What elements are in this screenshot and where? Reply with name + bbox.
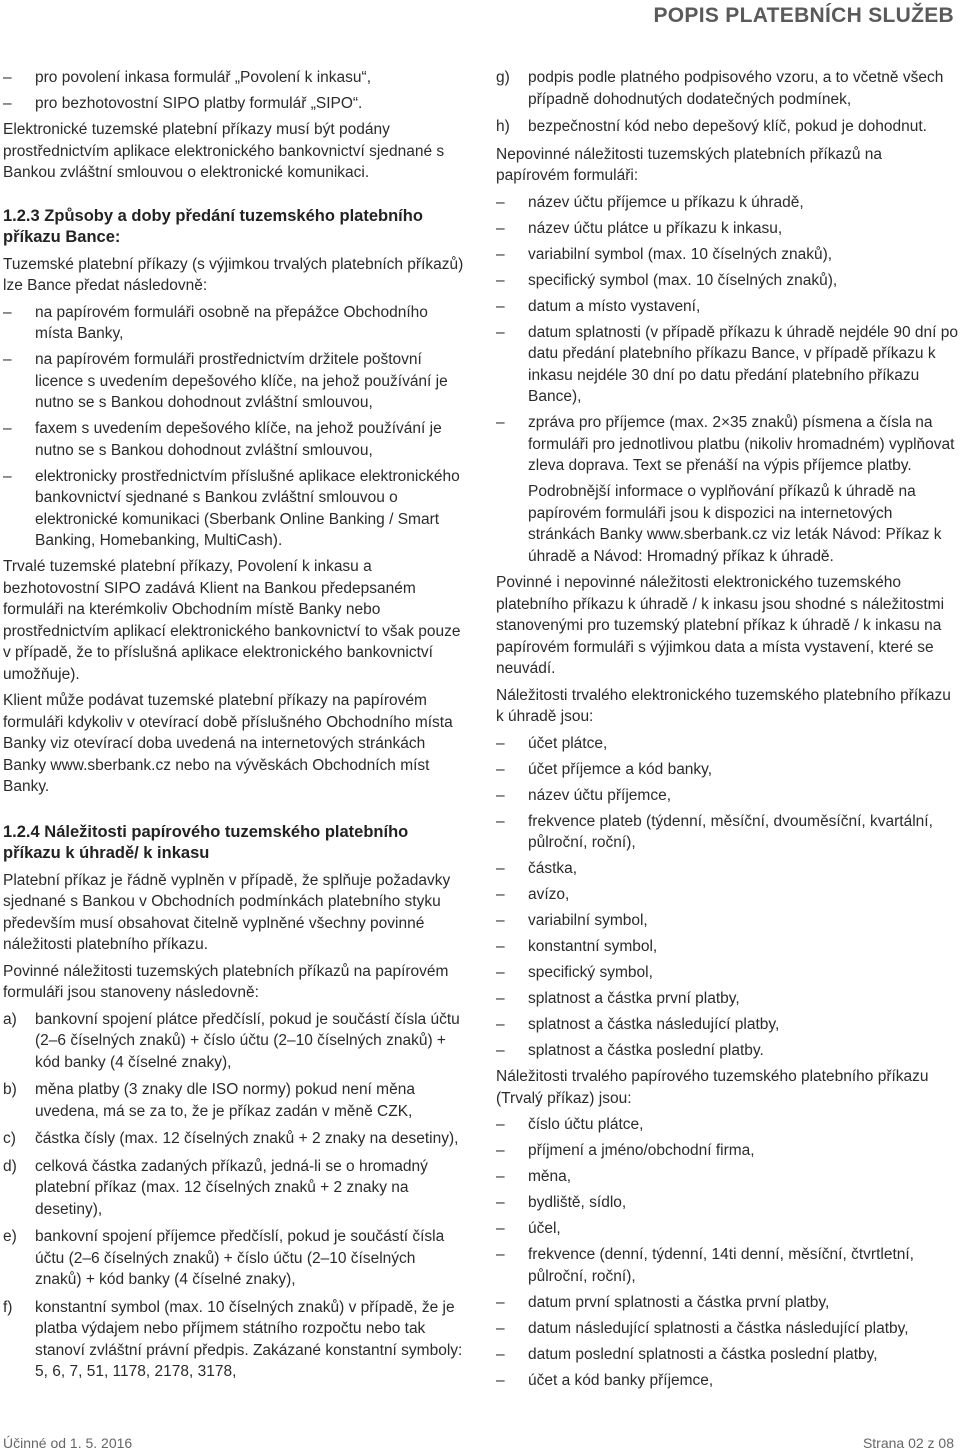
item-text: konstantní symbol (max. 10 číselných znaků) v případě, že je platba výdajem nebo příjmem státního rozpočtu nebo tak stanoví zvláštní právní předpis. Zakázané konstantní symboly: 5, 6, 7, 51, 1178, 2178, 3178, [35, 1298, 463, 1380]
list-123 [3, 302, 465, 552]
list-item: – variabilní symbol, [496, 910, 958, 932]
list-item: – účet a kód banky příjemce, [496, 1370, 958, 1392]
list-item: – částka, [496, 858, 958, 880]
list-item [3, 1226, 465, 1291]
list-item: – specifický symbol, [496, 962, 958, 984]
section-heading-1-2-3: 1.2.3 Způsoby a doby předání tuzemského platebního příkazu Bance: [3, 206, 423, 246]
item-text: měna platby (3 znaky dle ISO normy) pokud není měna uvedena, má se za to, že je příkaz zadán v měně CZK, [35, 1081, 415, 1120]
item-letter: c) [3, 1130, 16, 1147]
item-text: celková částka zadaných příkazů, jedná-li se o hromadný platební příkaz (max. 12 číselných znaků + 2 znaky na desetiny), [35, 1157, 428, 1218]
list-item: – měna, [496, 1166, 958, 1188]
list-item: – zpráva pro příjemce (max. 2×35 znaků) písmena a čísla na formuláři pro jednotlivou platbu (nikoliv hromadném) vyplňovat zleva doprava. Text se přenáší na výpis příjemce platby. [496, 412, 958, 477]
list-item [3, 1128, 465, 1150]
item-letter: f) [3, 1298, 13, 1316]
item-letter: h) [496, 118, 510, 135]
left-column [3, 67, 465, 1389]
list-item: – datum poslední splatnosti a částka poslední platby, [496, 1344, 958, 1366]
paragraph-124a: Platební příkaz je řádně vyplněn v případě, že splňuje požadavky sjednané s Bankou v Obchodních podmínkách platebního styku především musí obsahovat čitelně vyplněné všechny povinné náležitosti platebního příkazu. [3, 871, 451, 953]
optional-items-list [496, 192, 958, 477]
page-header-title: POPIS PLATEBNÍCH SLUŽEB [653, 4, 954, 27]
mandatory-items-list-continued [496, 67, 958, 138]
list-item [3, 1156, 465, 1221]
mandatory-items-list [3, 1009, 465, 1383]
list-item: – název účtu plátce u příkazu k inkasu, [496, 218, 958, 240]
list-item: – příjmení a jméno/obchodní firma, [496, 1140, 958, 1162]
list-item: – název účtu příjemce u příkazu k úhradě, [496, 192, 958, 214]
paragraph-povinne: Povinné i nepovinné náležitosti elektronického tuzemského platebního příkazu k úhradě / k inkasu jsou shodné s náležitostmi stanovenými pro tuzemský platební příkaz k úhradě / k inkasu na papírovém formuláři s výjimkou data a místa vystavení, které se neuvádí. [496, 574, 945, 677]
list-item: – účel, [496, 1218, 958, 1240]
list-item [496, 116, 958, 138]
list-item: – frekvence (denní, týdenní, 14ti denní, měsíční, čtvrtletní, půlroční, roční), [496, 1244, 958, 1287]
item-letter: g) [496, 69, 510, 86]
paragraph-trvaleho-pap: Náležitosti trvalého papírového tuzemského platebního příkazu (Trvalý příkaz) jsou: [496, 1068, 929, 1107]
list-item: – konstantní symbol, [496, 936, 958, 958]
list-item: – avízo, [496, 884, 958, 906]
standing-order-paper-list [496, 1114, 958, 1391]
right-column [496, 67, 958, 1396]
list-item [496, 67, 958, 110]
list-item: – faxem s uvedením depešového klíče, na jehož používání je nutno se s Bankou dohodnout zvláštní smlouvou, [3, 418, 465, 461]
list-item: – splatnost a částka následující platby, [496, 1014, 958, 1036]
paragraph-nepovinne: Nepovinné náležitosti tuzemských platebních příkazů na papírovém formuláři: [496, 145, 882, 184]
list-item: – pro povolení inkasa formulář „Povolení k inkasu“, [3, 67, 465, 89]
item-letter: a) [3, 1010, 17, 1028]
list-item [3, 1079, 465, 1122]
paragraph-electronic: Elektronické tuzemské platební příkazy musí být podány prostřednictvím aplikace elektronického bankovnictví sjednané s Bankou zvláštní smlouvou o elektronické komunikaci. [3, 121, 445, 181]
paragraph-podrobnejsi: Podrobnější informace o vyplňování příkazů k úhradě na papírovém formuláři jsou k dispozici na internetových stránkách Banky www.sberbank.cz viz leták Návod: Příkaz k úhradě a Návod: Hromadný příkaz k úhradě. [528, 483, 942, 565]
list-item: – datum první splatnosti a částka první platby, [496, 1292, 958, 1314]
item-text: částka čísly (max. 12 číselných znaků + 2 znaky na desetiny), [35, 1130, 459, 1147]
list-item: – číslo účtu plátce, [496, 1114, 958, 1136]
item-text: bankovní spojení plátce předčíslí, pokud je součástí čísla účtu (2–6 číselných znaků) + číslo účtu (2–10 číselných znaků) + kód banky (4 číselné znaky), [35, 1010, 460, 1071]
item-text: podpis podle platného podpisového vzoru, a to včetně všech případně dohodnutých dodatečných podmínek, [528, 69, 944, 108]
list-item: – splatnost a částka poslední platby. [496, 1040, 958, 1062]
list-item: – frekvence plateb (týdenní, měsíční, dvouměsíční, kvartální, půlroční, roční), [496, 811, 958, 854]
list-item: – specifický symbol (max. 10 číselných znaků), [496, 270, 958, 292]
item-letter: b) [3, 1081, 17, 1098]
list-item: – bydliště, sídlo, [496, 1192, 958, 1214]
list-item: – na papírovém formuláři prostřednictvím držitele poštovní licence s uvedením depešového klíče, na jehož používání je nutno se s Bankou dohodnout zvláštní smlouvou, [3, 349, 465, 414]
list-item: – na papírovém formuláři osobně na přepážce Obchodního místa Banky, [3, 302, 465, 345]
list-item: – datum a místo vystavení, [496, 296, 958, 318]
list-item: – datum splatnosti (v případě příkazu k úhradě nejdéle 90 dní po datu předání platebního příkazu Bance, v případě příkazu k inkasu nejdéle 30 dní po datu předání platebního příkazu Bance), [496, 322, 958, 408]
list-item: – variabilní symbol (max. 10 číselných znaků), [496, 244, 958, 266]
list-item: – pro bezhotovostní SIPO platby formulář „SIPO“. [3, 93, 465, 115]
paragraph-123-intro: Tuzemské platební příkazy (s výjimkou trvalých platebních příkazů) lze Bance předat následovně: [3, 255, 464, 294]
list-item: – elektronicky prostřednictvím příslušné aplikace elektronického bankovnictví sjednané s Bankou zvláštní smlouvou o elektronické komunikaci (Sberbank Online Banking / Smart Banking, Homebanking, MultiCash). [3, 466, 465, 552]
section-heading-1-2-4: 1.2.4 Náležitosti papírového tuzemského platebního příkazu k úhradě/ k inkasu [3, 822, 409, 862]
intro-list [3, 67, 465, 115]
item-text: bankovní spojení příjemce předčíslí, pokud je součástí čísla účtu (2–6 číselných znaků) + číslo účtu (2–10 číselných znaků) + kód banky (4 číselné znaky), [35, 1228, 445, 1288]
list-item: – název účtu příjemce, [496, 785, 958, 807]
list-item [3, 1297, 465, 1383]
list-item: – splatnost a částka první platby, [496, 988, 958, 1010]
footer-page-number: Strana 02 z 08 [862, 1435, 954, 1451]
list-item [3, 1009, 465, 1074]
list-item: – účet příjemce a kód banky, [496, 759, 958, 781]
list-item: – datum následující splatnosti a částka následující platby, [496, 1318, 958, 1340]
paragraph-trvale: Trvalé tuzemské platební příkazy, Povolení k inkasu a bezhotovostní SIPO zadává Klient na Bankou předepsaném formuláři na kterémkoliv Obchodním místě Banky nebo prostřednictvím aplikací elektronického bankovnictví to však pouze v případě, že to příslušná aplikace elektronického bankovnictví umožňuje). [3, 558, 461, 683]
item-letter: d) [3, 1157, 17, 1175]
paragraph-124b: Povinné náležitosti tuzemských platebních příkazů na papírovém formuláři jsou stanoveny následovně: [3, 962, 449, 1001]
item-letter: e) [3, 1228, 17, 1245]
standing-order-electronic-list [496, 733, 958, 1062]
paragraph-trvaleho-el: Náležitosti trvalého elektronického tuzemského platebního příkazu k úhradě jsou: [496, 686, 951, 725]
item-text: bezpečnostní kód nebo depešový klíč, pokud je dohodnut. [528, 118, 927, 135]
paragraph-klient: Klient může podávat tuzemské platební příkazy na papírovém formuláři kdykoliv v otevírací době příslušného Obchodního místa Banky viz otevírací doba uvedená na internetových stránkách Banky www.sberbank.cz nebo na vývěskách Obchodních míst Banky. [3, 692, 453, 795]
footer-effective-date: Účinné od 1. 5. 2016 [3, 1435, 133, 1451]
list-item: – účet plátce, [496, 733, 958, 755]
